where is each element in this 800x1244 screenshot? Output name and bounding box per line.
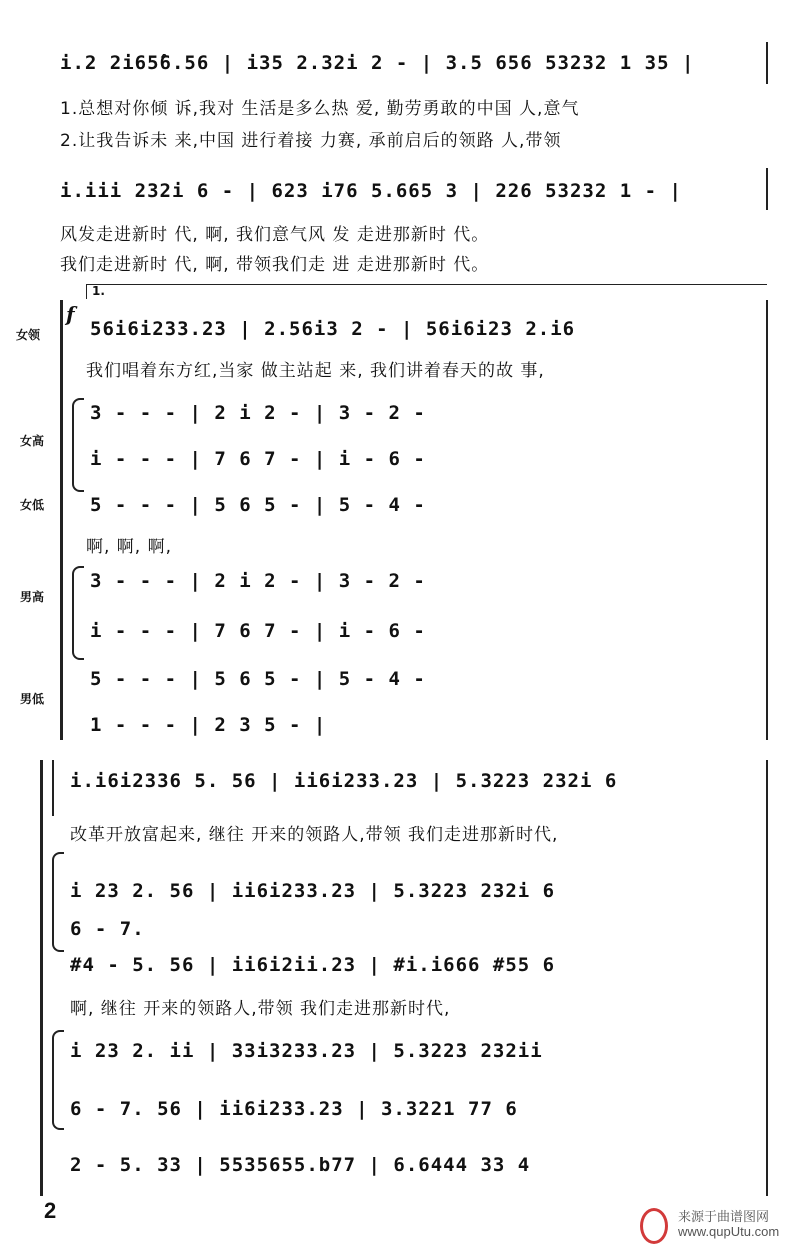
system4-end-barline — [766, 760, 768, 1196]
system4-lead-notes: i.i6i2336 5. 56 | ii6i233.23 | 5.3223 232i 6 — [70, 770, 618, 792]
system3-bass2-notes: 1 - - - | 2 3 5 - | — [90, 714, 327, 736]
system1-lyric-verse1: 1.总想对你倾 诉,我对 生活是多么热 爱, 勤劳勇敢的中国 人,意气 — [60, 99, 580, 119]
system2-notes: i.iii 232i 6 - | 623 i76 5.665 3 | 226 53232 1 - | — [60, 180, 682, 202]
system3-bass-notes: 5 - - - | 5 6 5 - | 5 - 4 - — [90, 668, 426, 690]
system4-tenor2-notes: 6 - 7. 56 | ii6i233.23 | 3.3221 77 6 — [70, 1098, 518, 1120]
system4-bass-notes: 2 - 5. 33 | 5535655.b77 | 6.6444 33 4 — [70, 1154, 531, 1176]
female-brace — [72, 398, 84, 492]
system4-lead-lyric: 改革开放富起来, 继往 开来的领路人,带领 我们走进那新时代, — [70, 825, 559, 845]
system1-end-barline — [766, 42, 768, 84]
system4-ah-lyric: 啊, 继往 开来的领路人,带领 我们走进那新时代, — [70, 999, 451, 1019]
part-label-alto: 女低 — [20, 498, 45, 512]
male-brace — [72, 566, 84, 660]
system4-alto-notes: #4 - 5. 56 | ii6i2ii.23 | #i.i666 #55 6 — [70, 954, 556, 976]
system3-soprano2-notes: i - - - | 7 6 7 - | i - 6 - — [90, 448, 426, 470]
watermark-text: 来源于曲谱图网 — [678, 1210, 770, 1225]
part-label-bass: 男低 — [20, 692, 45, 706]
watermark-url: www.qupUtu.com — [678, 1224, 780, 1239]
dynamic-mark: f — [66, 302, 75, 326]
treble-clef-icon — [640, 1208, 668, 1244]
system4-female-brace — [52, 852, 64, 952]
system4-tenor-notes: i 23 2. ii | 33i3233.23 | 5.3223 232ii — [70, 1040, 543, 1062]
system4-lead-barline — [52, 760, 54, 816]
system1-lyric-verse2: 2.让我告诉未 来,中国 进行着接 力赛, 承前启后的领路 人,带领 — [60, 131, 562, 151]
system3-ah-lyric: 啊, 啊, 啊, — [86, 537, 173, 557]
part-label-tenor: 男高 — [20, 590, 45, 604]
system3-tenor-notes: 3 - - - | 2 i 2 - | 3 - 2 - — [90, 570, 426, 592]
system2-lyric-verse1: 风发走进新时 代, 啊, 我们意气风 发 走进那新时 代。 — [60, 225, 490, 245]
part-label-soprano: 女高 — [20, 434, 45, 448]
system3-lead-lyric: 我们唱着东方红,当家 做主站起 来, 我们讲着春天的故 事, — [86, 361, 545, 381]
system3-bracket — [60, 300, 63, 740]
system2-lyric-verse2: 我们走进新时 代, 啊, 带领我们走 进 走进那新时 代。 — [60, 255, 490, 275]
volta-label: 1. — [92, 284, 105, 298]
system3-alto-notes: 5 - - - | 5 6 5 - | 5 - 4 - — [90, 494, 426, 516]
part-label-lead: 女领 — [16, 328, 41, 342]
system4-bracket — [40, 760, 43, 1196]
system4-soprano2-notes: 6 - 7. — [70, 918, 145, 940]
system4-male-brace — [52, 1030, 64, 1130]
system2-end-barline — [766, 168, 768, 210]
volta-bracket — [86, 284, 767, 299]
system4-soprano-notes: i 23 2. 56 | ii6i233.23 | 5.3223 232i 6 — [70, 880, 556, 902]
system3-lead-notes: 56i6i233.23 | 2.56i3 2 - | 56i6i23 2.i6 — [90, 318, 576, 340]
system3-soprano-notes: 3 - - - | 2 i 2 - | 3 - 2 - — [90, 402, 426, 424]
system1-notes: i.2 2i65̂6.56 | i35 2.32i 2 - | 3.5 656 53232 1 35 | — [60, 52, 695, 74]
system3-end-barline — [766, 300, 768, 740]
system3-tenor2-notes: i - - - | 7 6 7 - | i - 6 - — [90, 620, 426, 642]
page-number: 2 — [44, 1198, 57, 1223]
